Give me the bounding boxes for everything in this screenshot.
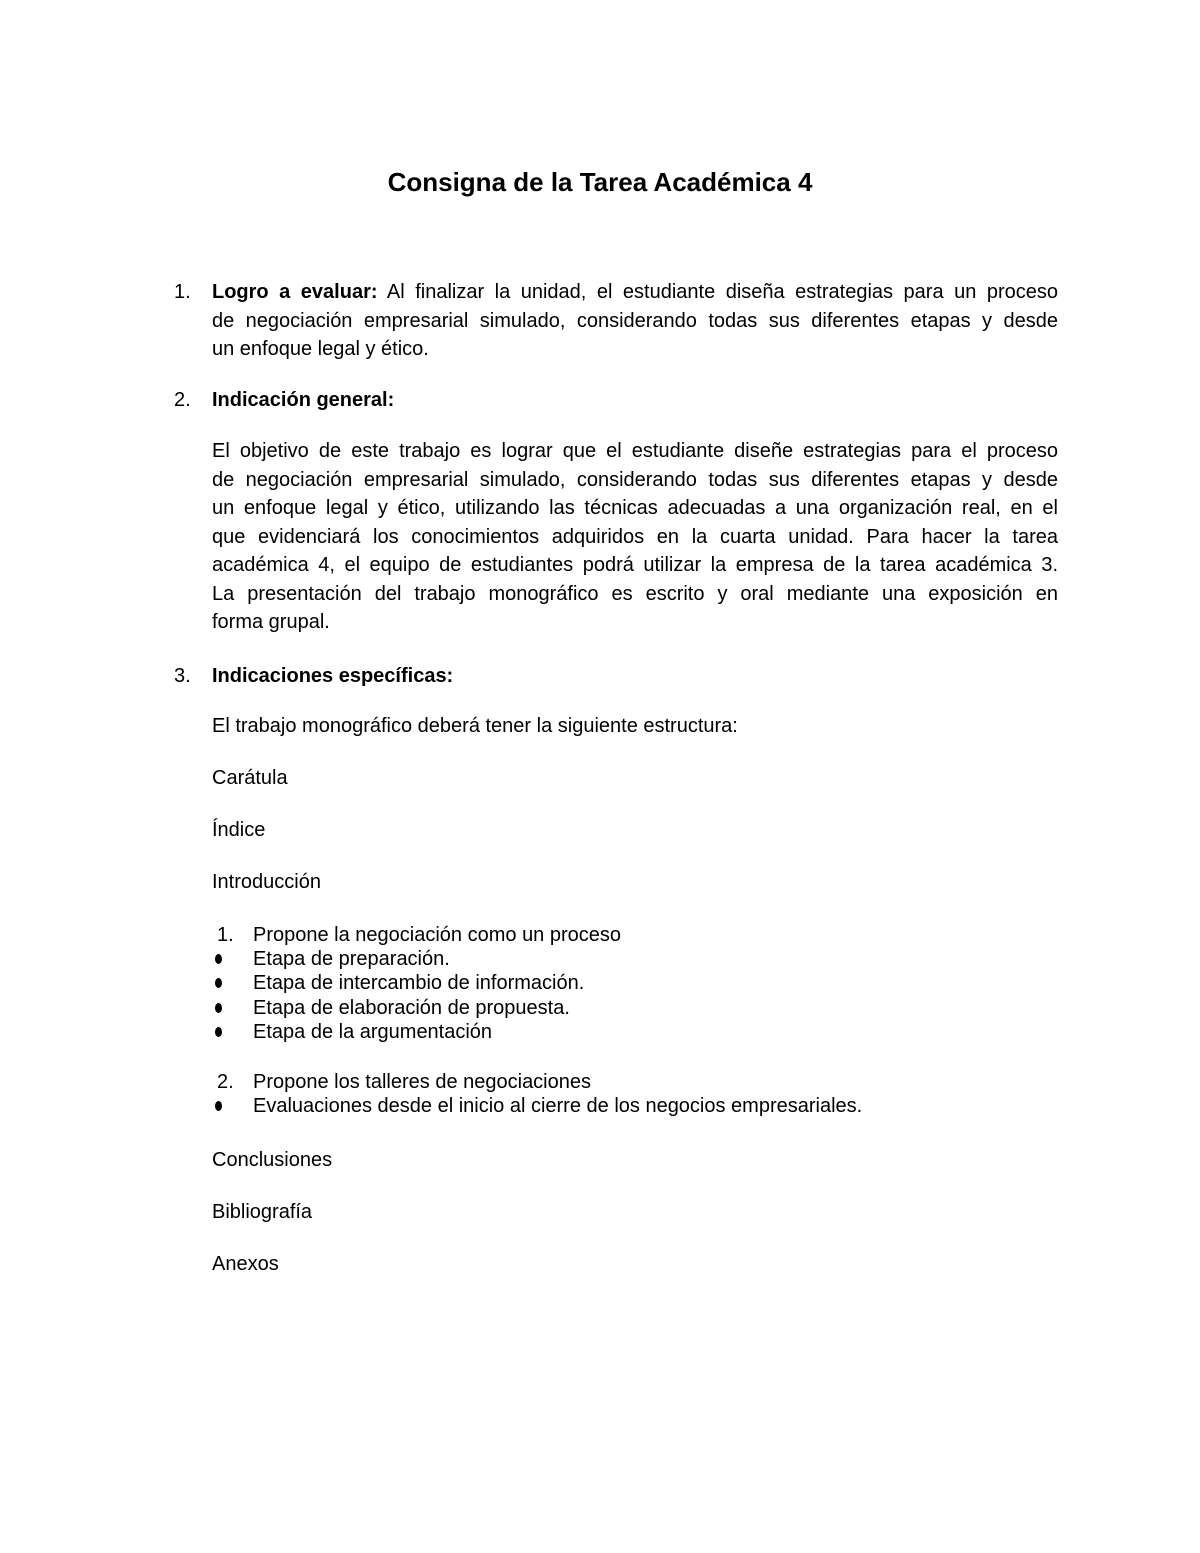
section-2-line-3: un enfoque legal y ético, utilizando las técnicas adecuadas a una organización real, en el xyxy=(212,497,1058,519)
section-2-number: 2. xyxy=(174,389,191,411)
section-2-line-4: que evidenciará los conocimientos adquiridos en la cuarta unidad. Para hacer la tarea xyxy=(212,525,1058,548)
section-1-body xyxy=(212,278,1058,364)
section-2-line-7: forma grupal. xyxy=(212,611,330,633)
list-2-label: Propone los talleres de negociaciones xyxy=(253,1071,591,1093)
structure-conclusiones: Conclusiones xyxy=(212,1149,333,1171)
section-2-paragraph xyxy=(212,437,1058,637)
list-1-bullet-3: Etapa de elaboración de propuesta. xyxy=(253,997,570,1019)
bullet-icon xyxy=(215,954,222,964)
list-1-bullet-2: Etapa de intercambio de información. xyxy=(253,972,585,994)
section-1-heading: Logro a evaluar: xyxy=(212,281,378,303)
list-2-number: 2. xyxy=(217,1071,234,1093)
section-2-heading-wrap xyxy=(212,386,1058,415)
section-3-heading-wrap xyxy=(212,662,1058,691)
list-2-bullet-1: Evaluaciones desde el inicio al cierre de los negocios empresariales. xyxy=(253,1095,863,1117)
document-title: Consigna de la Tarea Académica 4 xyxy=(387,167,813,197)
list-1-bullet-1: Etapa de preparación. xyxy=(253,948,450,970)
bullet-icon xyxy=(215,978,222,988)
section-1-line-3: un enfoque legal y ético. xyxy=(212,338,429,360)
structure-caratula: Carátula xyxy=(212,767,288,789)
bullet-icon xyxy=(215,1027,222,1037)
structure-anexos: Anexos xyxy=(212,1253,279,1275)
section-2-line-2: de negociación empresarial simulado, considerando todas sus diferentes etapas y desde xyxy=(212,468,1058,491)
structure-indice: Índice xyxy=(212,819,266,841)
list-1-label: Propone la negociación como un proceso xyxy=(253,924,622,946)
structure-bibliografia: Bibliografía xyxy=(212,1201,313,1223)
bullet-icon xyxy=(215,1101,222,1111)
section-3-heading: Indicaciones específicas: xyxy=(212,665,454,687)
section-1-line-2: de negociación empresarial simulado, considerando todas sus diferentes etapas y desde xyxy=(212,309,1058,332)
section-2-heading: Indicación general: xyxy=(212,389,395,411)
bullet-icon xyxy=(215,1003,222,1013)
section-1-number: 1. xyxy=(174,281,191,303)
section-2-line-1: El objetivo de este trabajo es lograr que el estudiante diseñe estrategias para el proceso xyxy=(212,440,1058,462)
section-3-intro: El trabajo monográfico deberá tener la siguiente estructura: xyxy=(212,715,738,737)
section-1-line-1: Al finalizar la unidad, el estudiante diseña estrategias para un proceso xyxy=(377,281,1058,303)
structure-introduccion: Introducción xyxy=(212,871,321,893)
list-1-number: 1. xyxy=(217,924,234,946)
section-2-line-5: académica 4, el equipo de estudiantes podrá utilizar la empresa de la tarea académica 3. xyxy=(212,554,1058,576)
section-2-line-6: La presentación del trabajo monográfico es escrito y oral mediante una exposición en xyxy=(212,582,1058,605)
list-1-bullet-4: Etapa de la argumentación xyxy=(253,1021,493,1043)
section-3-number: 3. xyxy=(174,665,191,687)
